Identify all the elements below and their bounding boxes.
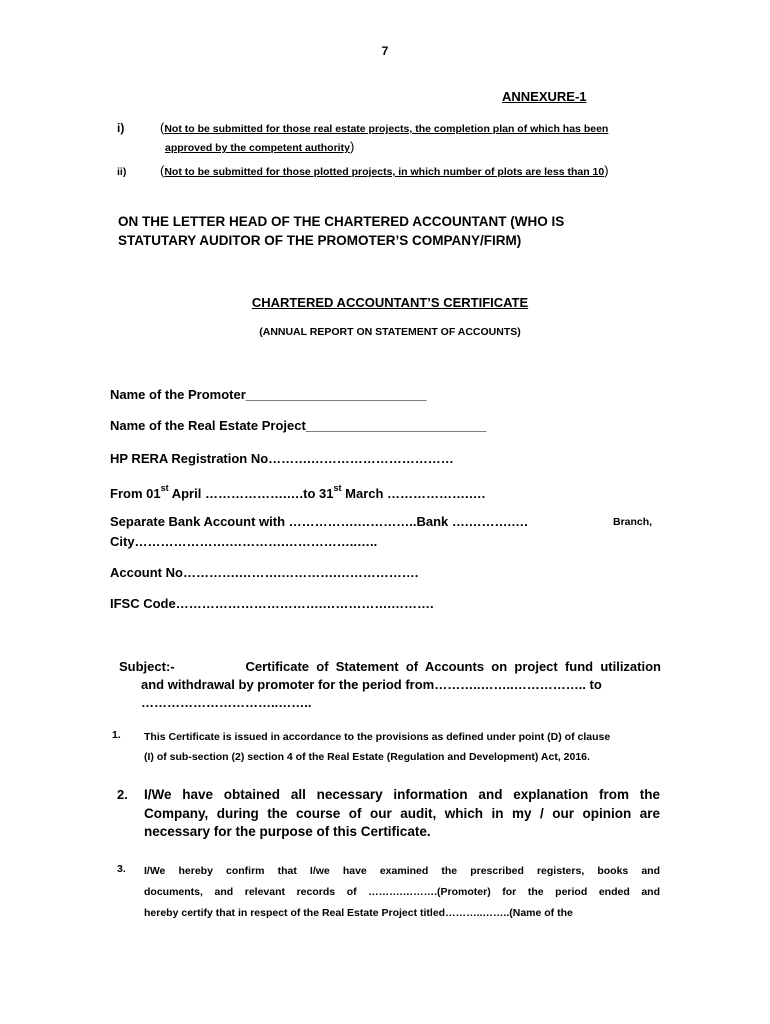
paragraph-line: documents, and relevant records of ……….……….(Promoter) for the period ended and: [144, 886, 660, 898]
note-item-continued: approved by the competent authority): [165, 139, 355, 154]
certificate-subtitle: (ANNUAL REPORT ON STATEMENT OF ACCOUNTS): [259, 326, 521, 338]
subject-line: and withdrawal by promoter for the period from………..……..…………….. to: [141, 677, 602, 692]
paragraph-1: [144, 727, 664, 767]
paragraph-number: 1.: [112, 729, 121, 741]
paragraph-number: 2.: [117, 787, 128, 802]
project-field: Name of the Real Estate Project_________________________: [110, 418, 487, 433]
paragraph-line: necessary for the purpose of this Certificate.: [144, 824, 431, 839]
account-number-field: Account No………….……….………….……………….: [110, 565, 419, 580]
subject-text: Certificate of Statement of Accounts on project fund utilization: [245, 659, 661, 674]
note-number: ii): [117, 166, 127, 178]
certificate-title-text: CHARTERED ACCOUNTANT’S CERTIFICATE: [251, 295, 529, 310]
period-end-text: March ……………….….: [341, 486, 486, 501]
paragraph-3: [144, 861, 660, 924]
heading-line: STATUTARY AUDITOR OF THE PROMOTER’S COMPANY/FIRM): [118, 233, 522, 248]
certificate-title: [0, 295, 770, 310]
ifsc-field: IFSC Code…………………………….…………….……….: [110, 596, 434, 611]
page-number: 7: [381, 44, 389, 58]
note-item: (Not to be submitted for those plotted projects, in which number of plots are less than 10): [160, 163, 609, 178]
paragraph-line: I/We have obtained all necessary information and explanation from the: [144, 787, 660, 802]
paragraph-line: Company, during the course of our audit, which in my / our opinion are: [144, 805, 660, 821]
annexure-label: ANNEXURE-1: [502, 89, 587, 104]
subject-label: Subject:-: [119, 659, 175, 674]
heading-line: ON THE LETTER HEAD OF THE CHARTERED ACCOUNTANT (WHO IS: [118, 214, 565, 229]
letterhead-heading: [118, 212, 678, 250]
paragraph-2: [144, 786, 660, 842]
period-from-text: From 01: [110, 486, 161, 501]
promoter-field: Name of the Promoter_________________________: [110, 387, 427, 402]
city-field: City………………….………….……………..…..: [110, 534, 378, 549]
note-number: i): [117, 121, 125, 135]
subject-block: [119, 658, 661, 712]
period-mid-text: April ……………….….to 31: [168, 486, 334, 501]
paragraph-line: This Certificate is issued in accordance to the provisions as defined under point (D) of clause: [144, 731, 611, 743]
paragraph-line: (I) of sub-section (2) section 4 of the Real Estate (Regulation and Development) Act, 2016.: [144, 751, 590, 763]
paragraph-line: hereby certify that in respect of the Real Estate Project titled………..……..(Name of the: [144, 907, 573, 919]
ordinal-suffix: st: [160, 483, 169, 493]
subject-line: [119, 658, 661, 676]
branch-label: Branch,: [613, 516, 653, 528]
note-text: Not to be submitted for those real estate projects, the completion plan of which has been: [164, 123, 609, 135]
note-text: approved by the competent authority: [165, 142, 350, 154]
note-item: (Not to be submitted for those real estate projects, the completion plan of which has been: [160, 120, 609, 135]
bank-account-field: Separate Bank Account with …………….…………..Bank ….……….….: [110, 514, 528, 529]
subject-line: …………………………..……..: [141, 695, 312, 710]
period-field: [110, 483, 486, 501]
note-text: Not to be submitted for those plotted projects, in which number of plots are less than 10: [164, 166, 605, 178]
ordinal-suffix: st: [333, 483, 342, 493]
registration-field: HP RERA Registration No……….……………………………: [110, 451, 454, 466]
paragraph-number: 3.: [117, 863, 126, 875]
paragraph-line: I/We hereby confirm that I/we have examined the prescribed registers, books and: [144, 865, 660, 877]
